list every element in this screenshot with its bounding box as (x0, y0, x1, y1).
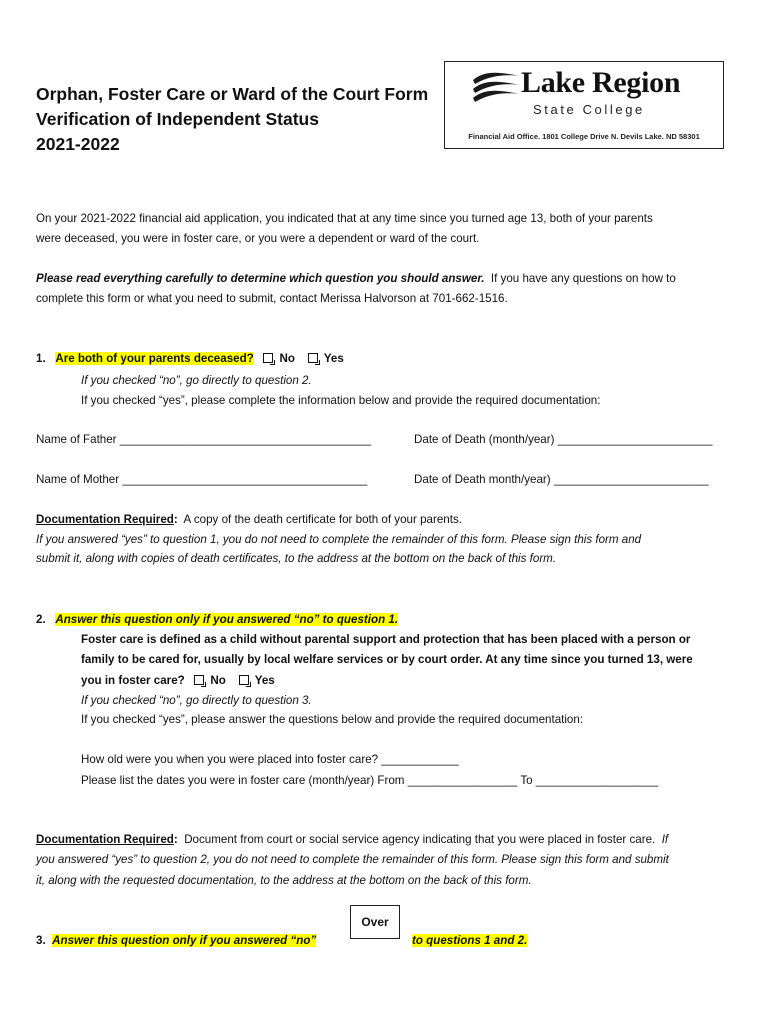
question-3 (36, 934, 316, 947)
q2-no-label: No (210, 674, 226, 687)
q2-no-checkbox[interactable] (194, 675, 204, 685)
wave-logo-icon (471, 70, 523, 106)
college-logo (444, 61, 724, 149)
q2-doc-label: Documentation Required (36, 833, 174, 846)
q1-if-no: If you checked “no”, go directly to question 2. (81, 374, 312, 387)
intro-line-1: On your 2021-2022 financial aid application, you indicated that at any time since you turned age 13, both of your parents (36, 212, 653, 225)
foster-age-field[interactable]: How old were you when you were placed into foster care? ____________ (81, 753, 459, 766)
q1-doc-note-2: submit it, along with copies of death certificates, to the address at the bottom on the back of this form. (36, 552, 557, 565)
q2-yes-label: Yes (254, 674, 275, 687)
q1-doc-colon: : (173, 513, 178, 526)
college-subtitle: State College (533, 102, 645, 117)
question-2-number: 2. (36, 613, 46, 626)
question-3-number: 3. (36, 934, 46, 947)
intro-line-2: were deceased, you were in foster care, or you were a dependent or ward of the court. (36, 232, 480, 245)
father-death-date-field[interactable]: Date of Death (month/year) ________________________ (414, 433, 713, 446)
q2-doc-note-2: it, along with the requested documentation, to the address at the bottom on the back of this form. (36, 874, 532, 887)
q1-if-yes: If you checked “yes”, please complete the information below and provide the required documentation: (81, 394, 601, 407)
form-title: Orphan, Foster Care or Ward of the Court Form (36, 84, 429, 104)
form-subtitle: Verification of Independent Status (36, 109, 319, 129)
foster-definition-1: Foster care is defined as a child without parental support and protection that has been placed with a person or (81, 633, 691, 646)
q1-no-checkbox[interactable] (263, 353, 273, 363)
question-2 (36, 613, 398, 626)
foster-definition-3: you in foster care? (81, 674, 185, 687)
q1-doc-label: Documentation Required (36, 513, 174, 526)
form-year: 2021-2022 (36, 134, 120, 154)
instructions-line-2: complete this form or what you need to submit, contact Merissa Halvorson at 701-662-1516. (36, 292, 508, 305)
q1-no-label: No (279, 352, 295, 365)
mother-name-field[interactable]: Name of Mother ______________________________________ (36, 473, 368, 486)
q2-documentation (36, 833, 668, 846)
mother-death-date-field[interactable]: Date of Death month/year) ________________________ (414, 473, 709, 486)
foster-definition-2: family to be cared for, usually by local welfare services or by court order. At any time since you turned 13, were (81, 653, 693, 666)
father-name-field[interactable]: Name of Father _______________________________________ (36, 433, 372, 446)
q2-yes-checkbox[interactable] (239, 675, 249, 685)
question-3-text-part-1: Answer this question only if you answered “no” (52, 934, 317, 947)
foster-question-line (81, 674, 275, 687)
q1-yes-label: Yes (323, 352, 344, 365)
q1-yes-checkbox[interactable] (308, 353, 318, 363)
q2-if-no: If you checked “no”, go directly to question 3. (81, 694, 312, 707)
question-1 (36, 352, 344, 365)
question-3-continued (412, 934, 527, 947)
instructions-line-1 (36, 269, 676, 289)
foster-dates-field[interactable]: Please list the dates you were in foster care (month/year) From _________________ To ___________________ (81, 774, 659, 787)
office-address: Financial Aid Office. 1801 College Drive N. Devils Lake. ND 58301 (468, 132, 700, 141)
q1-doc-note-1: If you answered “yes” to question 1, you do not need to complete the remainder of this form. Please sign this form and (36, 533, 642, 546)
over-page-indicator: Over (350, 905, 400, 939)
q2-doc-colon: : (173, 833, 178, 846)
q1-documentation (36, 513, 462, 526)
q2-if-yes: If you checked “yes”, please answer the questions below and provide the required documentation: (81, 713, 584, 726)
q1-doc-text: A copy of the death certificate for both of your parents. (183, 513, 462, 526)
q2-doc-text: Document from court or social service agency indicating that you were placed in foster care. (184, 833, 656, 846)
question-1-text: Are both of your parents deceased? (55, 352, 254, 365)
instructions-emphasis: Please read everything carefully to determine which question you should answer. (36, 272, 485, 285)
instructions-contact-start: If you have any questions on how to (490, 272, 676, 285)
question-3-text-part-2: to questions 1 and 2. (412, 934, 528, 947)
question-2-text: Answer this question only if you answered “no” to question 1. (55, 613, 399, 626)
question-1-number: 1. (36, 352, 46, 365)
college-name: Lake Region (521, 66, 681, 99)
q2-doc-note-start: If (661, 833, 669, 846)
q2-doc-note-1: you answered “yes” to question 2, you do not need to complete the remainder of this form. Please sign this form and submit (36, 853, 669, 866)
